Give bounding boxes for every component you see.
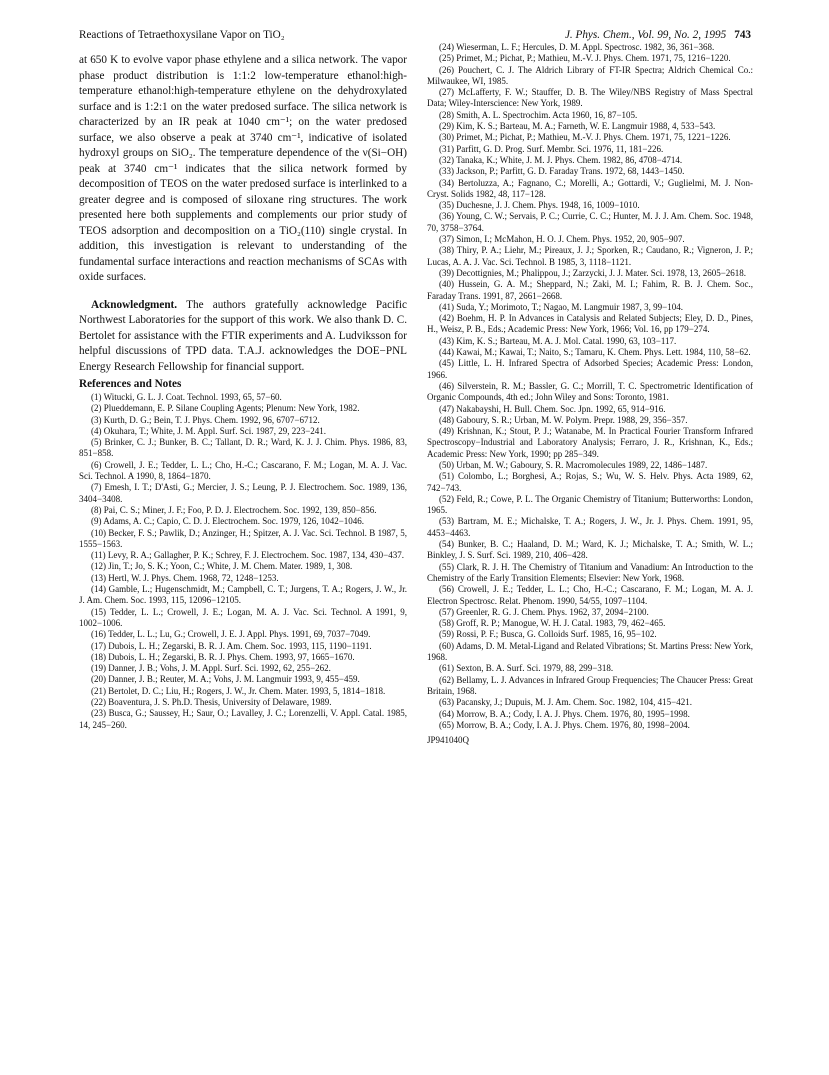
- reference-list-right: [427, 42, 753, 731]
- reference-item: (37) Simon, I.; McMahon, H. O. J. Chem. Phys. 1952, 20, 905−907.: [439, 234, 685, 245]
- reference-item: (14) Gamble, L.; Hugenschmidt, M.; Campbell, C. T.; Jurgens, T. A.; Rogers, J. W., Jr. J. Am. Chem. Soc. 1993, 115, 12096−12105.: [79, 584, 407, 606]
- reference-item: (26) Pouchert, C. J. The Aldrich Library of FT-IR Spectra; Aldrich Chemical Co.: Milwaukee, WI, 1985.: [427, 64, 753, 86]
- reference-item: (6) Crowell, J. E.; Tedder, L. L.; Cho, H.-C.; Cascarano, F. M.; Logan, M. A. J. Vac. Sci. Technol. A 1990, 8, 1864−1870.: [79, 459, 407, 482]
- reference-item: (22) Boaventura, J. S. Ph.D. Thesis, University of Delaware, 1989.: [91, 697, 332, 708]
- reference-item: (16) Tedder, L. L.; Lu, G.; Crowell, J. E. J. Appl. Phys. 1991, 69, 7037−7049.: [91, 629, 371, 640]
- reference-item: (1) Witucki, G. L. J. Coat. Technol. 1993, 65, 57−60.: [91, 392, 282, 402]
- reference-item: (55) Clark, R. J. H. The Chemistry of Titanium and Vanadium: An Introduction to the Chemistry of the Early Transition Elements; Elsevier: New York, 1968.: [427, 561, 753, 583]
- reference-item: (65) Morrow, B. A.; Cody, I. A. J. Phys. Chem. 1976, 80, 1998−2004.: [439, 719, 690, 730]
- reference-item: (19) Danner, J. B.; Vohs, J. M. Appl. Surf. Sci. 1992, 62, 255−262.: [91, 663, 331, 674]
- reference-item: (18) Dubois, L. H.; Zegarski, B. R. J. Phys. Chem. 1993, 97, 1665−1670.: [91, 651, 355, 662]
- reference-item: (13) Hertl, W. J. Phys. Chem. 1968, 72, 1248−1253.: [91, 572, 279, 583]
- reference-item: (32) Tanaka, K.; White, J. M. J. Phys. Chem. 1982, 86, 4708−4714.: [439, 154, 683, 165]
- reference-item: (39) Decottignies, M.; Phalippou, J.; Zarzycki, J. J. Mater. Sci. 1978, 13, 2605−2618.: [439, 267, 747, 278]
- reference-item: (47) Nakabayshi, H. Bull. Chem. Soc. Jpn. 1992, 65, 914−916.: [439, 403, 666, 414]
- reference-item: (60) Adams, D. M. Metal-Ligand and Related Vibrations; St. Martins Press: New York, 1968.: [427, 640, 753, 663]
- running-title: Reactions of Tetraethoxysilane Vapor on TiO₂: [79, 29, 285, 41]
- conclusion-paragraph: at 650 K to evolve vapor phase ethylene and a silica network. The vapor phase product distribution is 1:1:2 low-temperature ethanol:high-temperature ethanol:high-temperature ethylene on the dehydroxylated surface and is 1:2:1 on the water predosed surface. The silica network is characterized by an IR peak at 1040 cm⁻¹; on the water predosed surface, we also observe a peak at 3740 cm⁻¹, indicative of isolated hydroxyl groups on SiO₂. The temperature dependence of the ν(Si−OH) peak at 3740 cm⁻¹ indicates that the silica network formed by decomposition of TEOS on the water predosed surface is interlinked to a greater degree and is composed of siloxane ring structures. The work presented here both supplements and complements our prior study of TEOS adsorption and decomposition on a TiO₂(110) single crystal. In addition, this investigation is relevant to understanding of the fundamental surface interactions and reaction mechanisms of SCAs with oxide surfaces.: [79, 54, 407, 283]
- reference-item: (58) Groff, R. P.; Manogue, W. H. J. Catal. 1983, 79, 462−465.: [439, 618, 666, 629]
- reference-item: (20) Danner, J. B.; Reuter, M. A.; Vohs, J. M. Langmuir 1993, 9, 455−459.: [91, 674, 360, 685]
- references-heading: References and Notes: [79, 378, 182, 390]
- reference-item: (23) Busca, G.; Saussey, H.; Saur, O.; Lavalley, J. C.; Lorenzelli, V. Appl. Catal. 1985, 14, 245−260.: [79, 708, 407, 730]
- reference-item: (3) Kurth, D. G.; Bein, T. J. Phys. Chem. 1992, 96, 6707−6712.: [91, 414, 320, 425]
- reference-item: (43) Kim, K. S.; Barteau, M. A. J. Mol. Catal. 1990, 63, 103−117.: [439, 335, 677, 346]
- reference-item: (40) Hussein, G. A. M.; Sheppard, N.; Zaki, M. I.; Fahim, R. B. J. Chem. Soc., Faraday Trans. 1991, 87, 2661−2668.: [427, 279, 753, 301]
- reference-item: (5) Brinker, C. J.; Bunker, B. C.; Tallant, D. R.; Ward, K. J. J. Chim. Phys. 1986, 83, 851−858.: [79, 437, 407, 459]
- reference-item: (63) Pacansky, J.; Dupuis, M. J. Am. Chem. Soc. 1982, 104, 415−421.: [439, 697, 692, 708]
- reference-item: (36) Young, C. W.; Servais, P. C.; Currie, C. C.; Hunter, M. J. J. Am. Chem. Soc. 1948, 70, 3758−3764.: [427, 211, 753, 233]
- reference-item: (28) Smith, A. L. Spectrochim. Acta 1960, 16, 87−105.: [439, 109, 638, 120]
- left-column: [79, 53, 407, 731]
- reference-item: (51) Colombo, L.; Borghesi, A.; Rojas, S.; Wu, W. S. Helv. Phys. Acta 1989, 62, 742−743.: [427, 471, 753, 493]
- acknowledgment-heading: Acknowledgment.: [91, 298, 178, 311]
- reference-item: (49) Krishnan, K.; Stout, P. J.; Watanabe, M. In Practical Fourier Transform Infrared Spectroscopy−Industrial and Laboratory Analysis; Ferraro, J. R., Krishnan, K., Eds.; Academic Press: New York, 1990; pp 285−349.: [427, 426, 753, 459]
- reference-item: (53) Bartram, M. E.; Michalske, T. A.; Rogers, J. W., Jr. J. Phys. Chem. 1991, 95, 4453−4463.: [427, 516, 753, 538]
- reference-item: (25) Primet, M.; Pichat, P.; Mathieu, M.-V. J. Phys. Chem. 1971, 75, 1216−1220.: [439, 53, 731, 64]
- reference-item: (41) Suda, Y.; Morimoto, T.; Nagao, M. Langmuir 1987, 3, 99−104.: [439, 301, 683, 312]
- reference-item: (38) Thiry, P. A.; Liehr, M.; Pireaux, J. J.; Sporken, R.; Caudano, R.; Vigneron, J. P.; Lucas, A. A. J. Vac. Sci. Technol. B 1985, 3, 1118−1121.: [427, 245, 753, 267]
- reference-item: (44) Kawai, M.; Kawai, T.; Naito, S.; Tamaru, K. Chem. Phys. Lett. 1984, 110, 58−62.: [439, 347, 751, 358]
- acknowledgment-text: The authors gratefully acknowledge Pacific Northwest Laboratories for the support of this work. We also thank D. C. Bertolet for assistance with the FTIR experiments and A. Ludviksson for helpful discussions of TPD data. T.A.J. acknowledges the DOE−PNL Energy Research Fellowship for financial support.: [79, 298, 407, 373]
- reference-item: (62) Bellamy, L. J. Advances in Infrared Group Frequencies; The Chaucer Press: Great Britain, 1968.: [427, 674, 753, 696]
- reference-item: (52) Feld, R.; Cowe, P. L. The Organic Chemistry of Titanium; Butterworths: London, 1965.: [427, 493, 753, 516]
- reference-item: (57) Greenler, R. G. J. Chem. Phys. 1962, 37, 2094−2100.: [439, 606, 649, 617]
- manuscript-code: JP941040Q: [427, 735, 470, 746]
- journal-citation: J. Phys. Chem., Vol. 99, No. 2, 1995: [564, 29, 727, 41]
- reference-item: (17) Dubois, L. H.; Zegarski, B. R. J. Am. Chem. Soc. 1993, 115, 1190−1191.: [91, 640, 372, 651]
- page-number: 743: [734, 29, 751, 41]
- reference-item: (7) Emesh, I. T.; D'Asti, G.; Mercier, J. S.; Leung, P. J. Electrochem. Soc. 1989, 136, 3404−3408.: [79, 482, 407, 504]
- reference-item: (8) Pai, C. S.; Miner, J. F.; Foo, P. D. J. Electrochem. Soc. 1992, 139, 850−856.: [91, 504, 377, 515]
- reference-item: (27) McLafferty, F. W.; Stauffer, D. B. The Wiley/NBS Registry of Mass Spectral Data; Wiley-Interscience: New York, 1989.: [427, 87, 753, 109]
- reference-list-left: [79, 392, 407, 731]
- reference-item: (42) Boehm, H. P. In Advances in Catalysis and Related Subjects; Eley, D. D., Pines, H., Weisz, P. B., Eds.; Academic Press: New York, 1966; Vol. 16, pp 179−274.: [427, 313, 753, 335]
- reference-item: (9) Adams, A. C.; Capio, C. D. J. Electrochem. Soc. 1979, 126, 1042−1046.: [91, 516, 365, 527]
- reference-item: (31) Parfitt, G. D. Prog. Surf. Membr. Sci. 1976, 11, 181−226.: [439, 143, 664, 154]
- reference-item: (33) Jackson, P.; Parfitt, G. D. Faraday Trans. 1972, 68, 1443−1450.: [439, 166, 685, 177]
- reference-item: (30) Primet, M.; Pichat, P.; Mathieu, M.-V. J. Phys. Chem. 1971, 75, 1221−1226.: [439, 132, 731, 143]
- reference-item: (34) Bertoluzza, A.; Fagnano, C.; Morelli, A.; Gottardi, V.; Guglielmi, M. J. Non-Cryst. Solids 1982, 48, 117−128.: [427, 177, 753, 199]
- reference-item: (35) Duchesne, J. J. Chem. Phys. 1948, 16, 1009−1010.: [439, 200, 640, 211]
- reference-item: (61) Sexton, B. A. Surf. Sci. 1979, 88, 299−318.: [439, 663, 614, 674]
- reference-item: (64) Morrow, B. A.; Cody, I. A. J. Phys. Chem. 1976, 80, 1995−1998.: [439, 708, 690, 719]
- reference-item: (2) Plueddemann, E. P. Silane Coupling Agents; Plenum: New York, 1982.: [91, 403, 360, 414]
- journal-citation-header: [433, 28, 751, 42]
- reference-item: (29) Kim, K. S.; Barteau, M. A.; Farneth, W. E. Langmuir 1988, 4, 533−543.: [439, 121, 716, 132]
- reference-item: (11) Levy, R. A.; Gallagher, P. K.; Schrey, F. J. Electrochem. Soc. 1987, 134, 430−437.: [91, 550, 404, 561]
- reference-item: (21) Bertolet, D. C.; Liu, H.; Rogers, J. W., Jr. Chem. Mater. 1993, 5, 1814−1818.: [91, 685, 386, 696]
- reference-item: (48) Gaboury, S. R.; Urban, M. W. Polym. Prepr. 1988, 29, 356−357.: [439, 414, 688, 425]
- reference-item: (45) Little, L. H. Infrared Spectra of Adsorbed Species; Academic Press: London, 1966.: [427, 358, 753, 380]
- reference-item: (59) Rossi, P. F.; Busca, G. Colloids Surf. 1985, 16, 95−102.: [439, 629, 657, 640]
- reference-item: (50) Urban, M. W.; Gaboury, S. R. Macromolecules 1989, 22, 1486−1487.: [439, 459, 708, 470]
- reference-item: (54) Bunker, B. C.; Haaland, D. M.; Ward, K. J.; Michalske, T. A.; Smith, W. L.; Binkley, J. S. Surf. Sci. 1989, 210, 406−428.: [427, 539, 753, 561]
- reference-item: (4) Okuhara, T.; White, J. M. Appl. Surf. Sci. 1987, 29, 223−241.: [91, 425, 327, 436]
- reference-item: (15) Tedder, L. L.; Crowell, J. E.; Logan, M. A. J. Vac. Sci. Technol. A 1991, 9, 1002−1006.: [79, 606, 407, 628]
- reference-item: (10) Becker, F. S.; Pawlik, D.; Anzinger, H.; Spitzer, A. J. Vac. Sci. Technol. B 1987, 5, 1555−1563.: [79, 527, 407, 549]
- acknowledgment-paragraph: [79, 298, 407, 376]
- reference-item: (12) Jin, T.; Jo, S. K.; Yoon, C.; White, J. M. Chem. Mater. 1989, 1, 308.: [91, 561, 353, 572]
- reference-item: (24) Wieserman, L. F.; Hercules, D. M. Appl. Spectrosc. 1982, 36, 361−368.: [439, 42, 715, 52]
- right-column: [427, 42, 753, 746]
- reference-item: (56) Crowell, J. E.; Tedder, L. L.; Cho, H.-C.; Cascarano, F. M.; Logan, M. A. J. Electron Spectrosc. Relat. Phenom. 1990, 54/55, 1097−1104.: [427, 584, 753, 606]
- reference-item: (46) Silverstein, R. M.; Bassler, G. C.; Morrill, T. C. Spectrometric Identification of Organic Compounds, 4th ed.; John Wiley and Sons: Toronto, 1981.: [427, 380, 753, 403]
